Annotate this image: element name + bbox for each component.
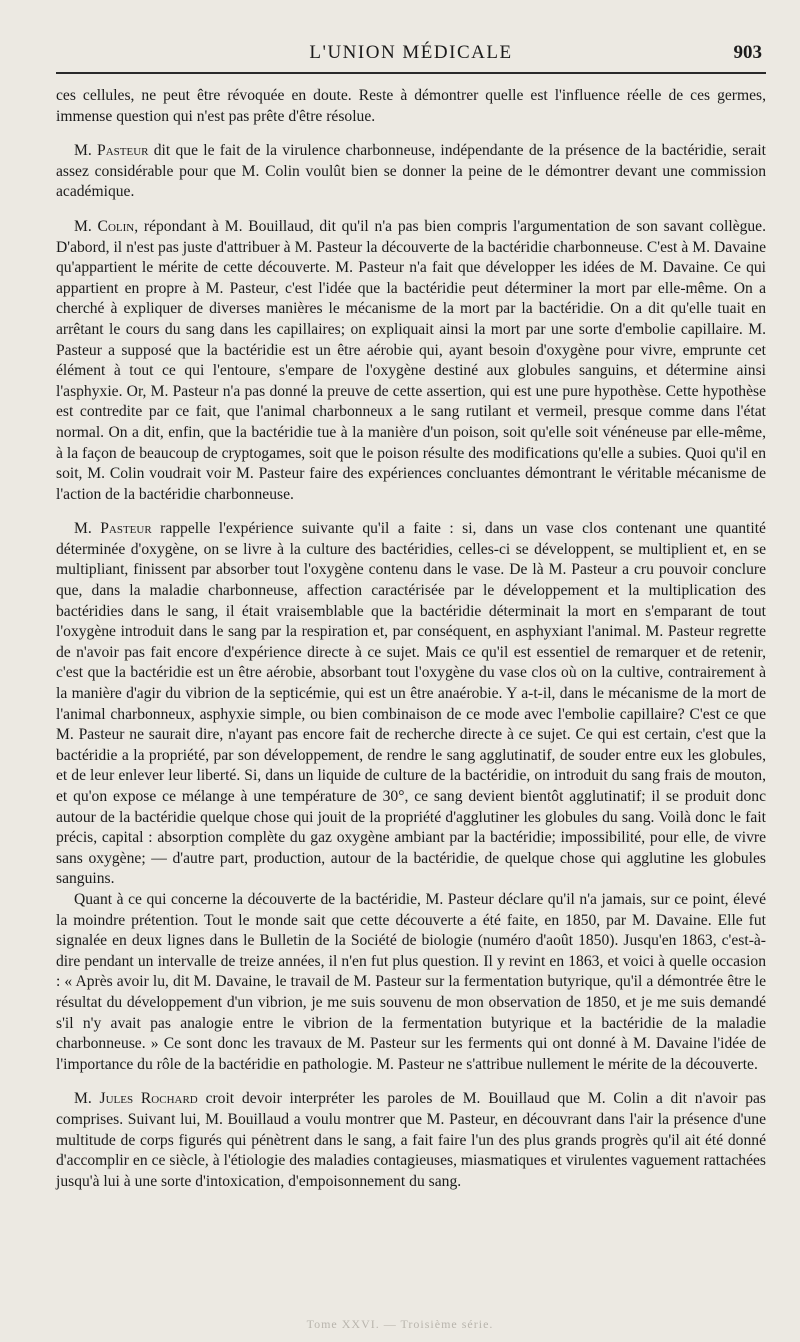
page-header: [56, 40, 766, 74]
paragraph-text: dit que le fait de la virulence charbonneuse, indépendante de la présence de la bactéridie, serait assez considérable pour que M. Colin voulût bien se donner la peine de le démontrer devant une commission académique.: [56, 142, 766, 201]
paragraph-text: rappelle l'expérience suivante qu'il a faite : si, dans un vase clos contenant une quantité déterminée d'oxygène, on se livre à la culture des bactéridies, celles-ci se développent, se multiplient et, en se multipliant, finissent par absorber tout l'oxygène contenu dans le vase. De là M. Pasteur a cru pouvoir conclure que, dans la maladie charbonneuse, affection caractérisée par le développement et la multiplication des bactéridies dans le sang, il était vraisemblable que la bactéridie déterminait la mort en s'emparant de tout l'oxygène introduit dans le sang par la respiration et, par conséquent, en asphyxiant l'animal. M. Pasteur regrette de n'avoir pas fait encore d'expérience directe à ce sujet. Mais ce qu'il est essentiel de remarquer et de retenir, c'est que la bactéridie est un être aérobie, absorbant tout l'oxygène du vase clos où on la cultive, contrairement à la manière d'agir du vibrion de la septicémie, qui est un être anaérobie. Y a-t-il, dans le mécanisme de la mort de l'animal charbonneux, asphyxie simple, ou bien combinaison de ce mode avec l'embolie capillaire? C'est ce que M. Pasteur ne saurait dire, n'ayant pas encore fait de recherche directe à ce sujet. Ce qui est certain, c'est que la bactéridie a la propriété, par son développement, de rendre le sang agglutinatif, de souder entre eux les globules, et de leur enlever leur liberté. Si, dans un liquide de culture de la bactéridie, on introduit du sang frais de mouton, et qu'on expose ce mélange à une température de 30°, ce sang devient bientôt agglutinatif; il se produit donc autour de la bactéridie quelque chose qui jouit de la propriété d'agglutiner les globules du sang. Voilà donc le fait précis, capital : absorption complète du gaz oxygène ambiant par la bactéridie; impossibilité, pour elle, de vivre sans oxygène; — d'autre part, production, autour de la bactéridie, de quelque chose qui agglutine les globules sanguins.: [56, 520, 766, 888]
speaker-name: M. Pasteur: [74, 520, 152, 538]
speaker-name: M. Pasteur: [74, 142, 149, 160]
speaker-name: M. Jules Rochard: [74, 1090, 198, 1108]
paragraph-text: , répondant à M. Bouillaud, dit qu'il n'a pas bien compris l'argumentation de son savant collègue. D'abord, il n'est pas juste d'attribuer à M. Pasteur la découverte de la bactéridie charbonneuse. C'est à M. Davaine qu'appartient le mérite de cette découverte. M. Pasteur n'a fait que développer les idées de M. Davaine. Ce qui appartient en propre à M. Pasteur, c'est l'idée que la bactéridie peut déterminer la mort par elle-même. On a cherché à expliquer de diverses manières le mécanisme de la mort par la bactéridie. On a dit qu'elle tuait en arrêtant le cours du sang dans les capillaires; on expliquait ainsi la mort par une sorte d'embolie capillaire. M. Pasteur a supposé que la bactéridie est un être aérobie qui, ayant besoin d'oxygène pour vivre, emprunte cet élément à tout ce qui l'entoure, s'empare de l'oxygène destiné aux globules sanguins, et détermine ainsi l'asphyxie. Or, M. Pasteur n'a pas donné la preuve de cette assertion, qui est une pure hypothèse. Cette hypothèse est contredite par ce fait, que l'animal charbonneux a le sang rutilant et vermeil, presque comme dans l'état normal. On a dit, enfin, que la bactéridie tue à la manière d'un poison, soit qu'elle soit vénéneuse par elle-même, à la façon de beaucoup de cryptogames, soit que le poison résulte des modifications qu'elle a subies. Quoi qu'il en soit, M. Colin voudrait voir M. Pasteur faire des expériences concluantes démontrant le véritable mécanisme de l'action de la bactéridie charbonneuse.: [56, 217, 766, 503]
speaker-name: M. Colin: [74, 217, 135, 235]
running-title: L'UNION MÉDICALE: [309, 42, 513, 63]
paragraph: [56, 141, 766, 203]
bleed-through-footer: Tome XXVI. — Troisième série.: [306, 1317, 494, 1331]
paragraph-text: ces cellules, ne peut être révoquée en doute. Reste à démontrer quelle est l'influence réelle de ces germes, immense question qui n'est pas prête d'être résolue.: [56, 87, 766, 125]
paragraph: [56, 86, 766, 127]
paragraph-text: croit devoir interpréter les paroles de M. Bouillaud que M. Colin a dit n'avoir pas comprises. Suivant lui, M. Bouillaud a voulu montrer que M. Pasteur, en découvrant dans l'air la présence d'une multitude de corps figurés qui pénètrent dans le sang, a fait faire l'un des plus grands progrès qu'il ait été donné d'accomplir en ce siècle, à l'étiologie des maladies contagieuses, miasmatiques et virulentes vaguement rattachées jusqu'à lui à une sorte d'intoxication, d'empoisonnement du sang.: [56, 1090, 766, 1190]
paragraph: [56, 217, 766, 505]
paragraph: [56, 1089, 766, 1192]
paragraph: [56, 519, 766, 890]
article-body: [56, 86, 766, 1192]
page-number: 903: [733, 42, 762, 63]
paragraph: [56, 890, 766, 1075]
paragraph-text: Quant à ce qui concerne la découverte de la bactéridie, M. Pasteur déclare qu'il n'a jamais, sur ce point, élevé la moindre prétention. Tout le monde sait que cette découverte a été faite, en 1850, par M. Davaine. Elle fut signalée en deux lignes dans le Bulletin de la Société de biologie (numéro d'août 1850). Jusqu'en 1863, c'est-à-dire pendant un intervalle de treize années, il n'en fut plus question. Il y revint en 1863, et voici à quelle occasion : « Après avoir lu, dit M. Davaine, le travail de M. Pasteur sur la fermentation butyrique, qu'il a démontrée être le résultat du développement d'un vibrion, je me suis souvenu de mon observation de 1850, et je me suis demandé s'il n'y avait pas analogie entre le vibrion de la fermentation butyrique et la bactéridie de la maladie charbonneuse. » Ce sont donc les travaux de M. Pasteur sur les ferments qui ont donné à M. Davaine l'idée de l'importance du rôle de la bactéridie en pathologie. M. Pasteur ne s'attribue nullement le mérite de la découverte.: [56, 890, 766, 1073]
